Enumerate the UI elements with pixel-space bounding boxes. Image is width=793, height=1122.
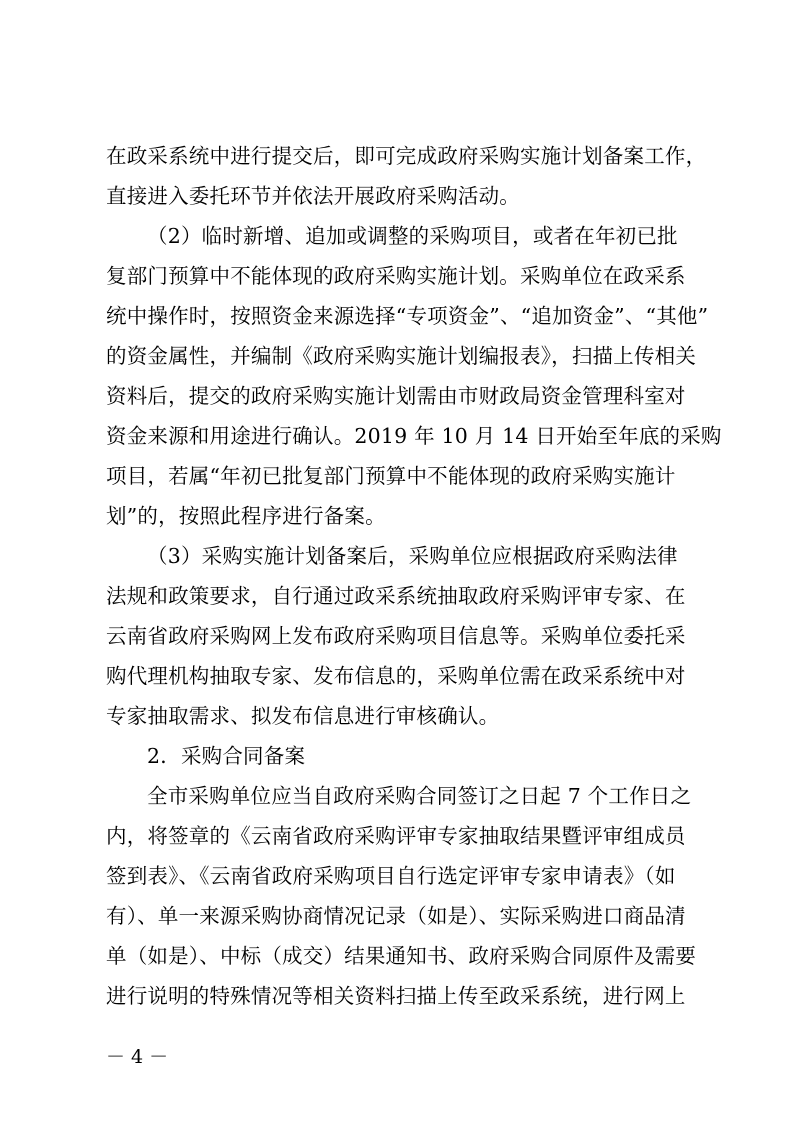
text-line: 项目，若属“年初已批复部门预算中不能体现的政府采购实施计 xyxy=(106,464,676,488)
page-number: － 4 － xyxy=(106,1046,169,1068)
text-line: 直接进入委托环节并依法开展政府采购活动。 xyxy=(106,184,520,208)
text-line: 划”的，按照此程序进行备案。 xyxy=(106,504,386,528)
text-line: 在政采系统中进行提交后，即可完成政府采购实施计划备案工作， xyxy=(106,144,707,168)
text-line: 专家抽取需求、拟发布信息进行审核确认。 xyxy=(106,704,500,728)
text-line: 有）、单一来源采购协商情况记录（如是）、实际采购进口商品清 xyxy=(106,904,686,928)
text-line: 云南省政府采购网上发布政府采购项目信息等。采购单位委托采 xyxy=(106,624,686,648)
text-line: （2）临时新增、追加或调整的采购项目，或者在年初已批 xyxy=(147,224,678,248)
text-line: 法规和政策要求，自行通过政采系统抽取政府采购评审专家、在 xyxy=(106,584,686,608)
text-line: 签到表》、《云南省政府采购项目自行选定评审专家申请表》（如 xyxy=(106,864,676,888)
text-line: 资金来源和用途进行确认。2019 年 10 月 14 日开始至年底的采购 xyxy=(106,424,722,448)
section-heading: 2．采购合同备案 xyxy=(147,744,306,768)
text-line: 资料后，提交的政府采购实施计划需由市财政局资金管理科室对 xyxy=(106,384,686,408)
text-line: 内，将签章的《云南省政府采购评审专家抽取结果暨评审组成员 xyxy=(106,824,686,848)
text-line: 进行说明的特殊情况等相关资料扫描上传至政采系统，进行网上 xyxy=(106,984,686,1008)
text-line: 复部门预算中不能体现的政府采购实施计划。采购单位在政采系 xyxy=(106,264,686,288)
text-line: 统中操作时，按照资金来源选择“专项资金”、“追加资金”、“其他” xyxy=(106,304,709,328)
text-line: 的资金属性，并编制《政府采购实施计划编报表》，扫描上传相关 xyxy=(106,344,697,368)
text-line: 购代理机构抽取专家、发布信息的，采购单位需在政采系统中对 xyxy=(106,664,686,688)
text-line: 单（如是）、中标（成交）结果通知书、政府采购合同原件及需要 xyxy=(106,944,697,968)
text-line: （3）采购实施计划备案后，采购单位应根据政府采购法律 xyxy=(147,544,678,568)
body-text xyxy=(106,136,722,1016)
text-line: 全市采购单位应当自政府采购合同签订之日起 7 个工作日之 xyxy=(147,784,692,808)
